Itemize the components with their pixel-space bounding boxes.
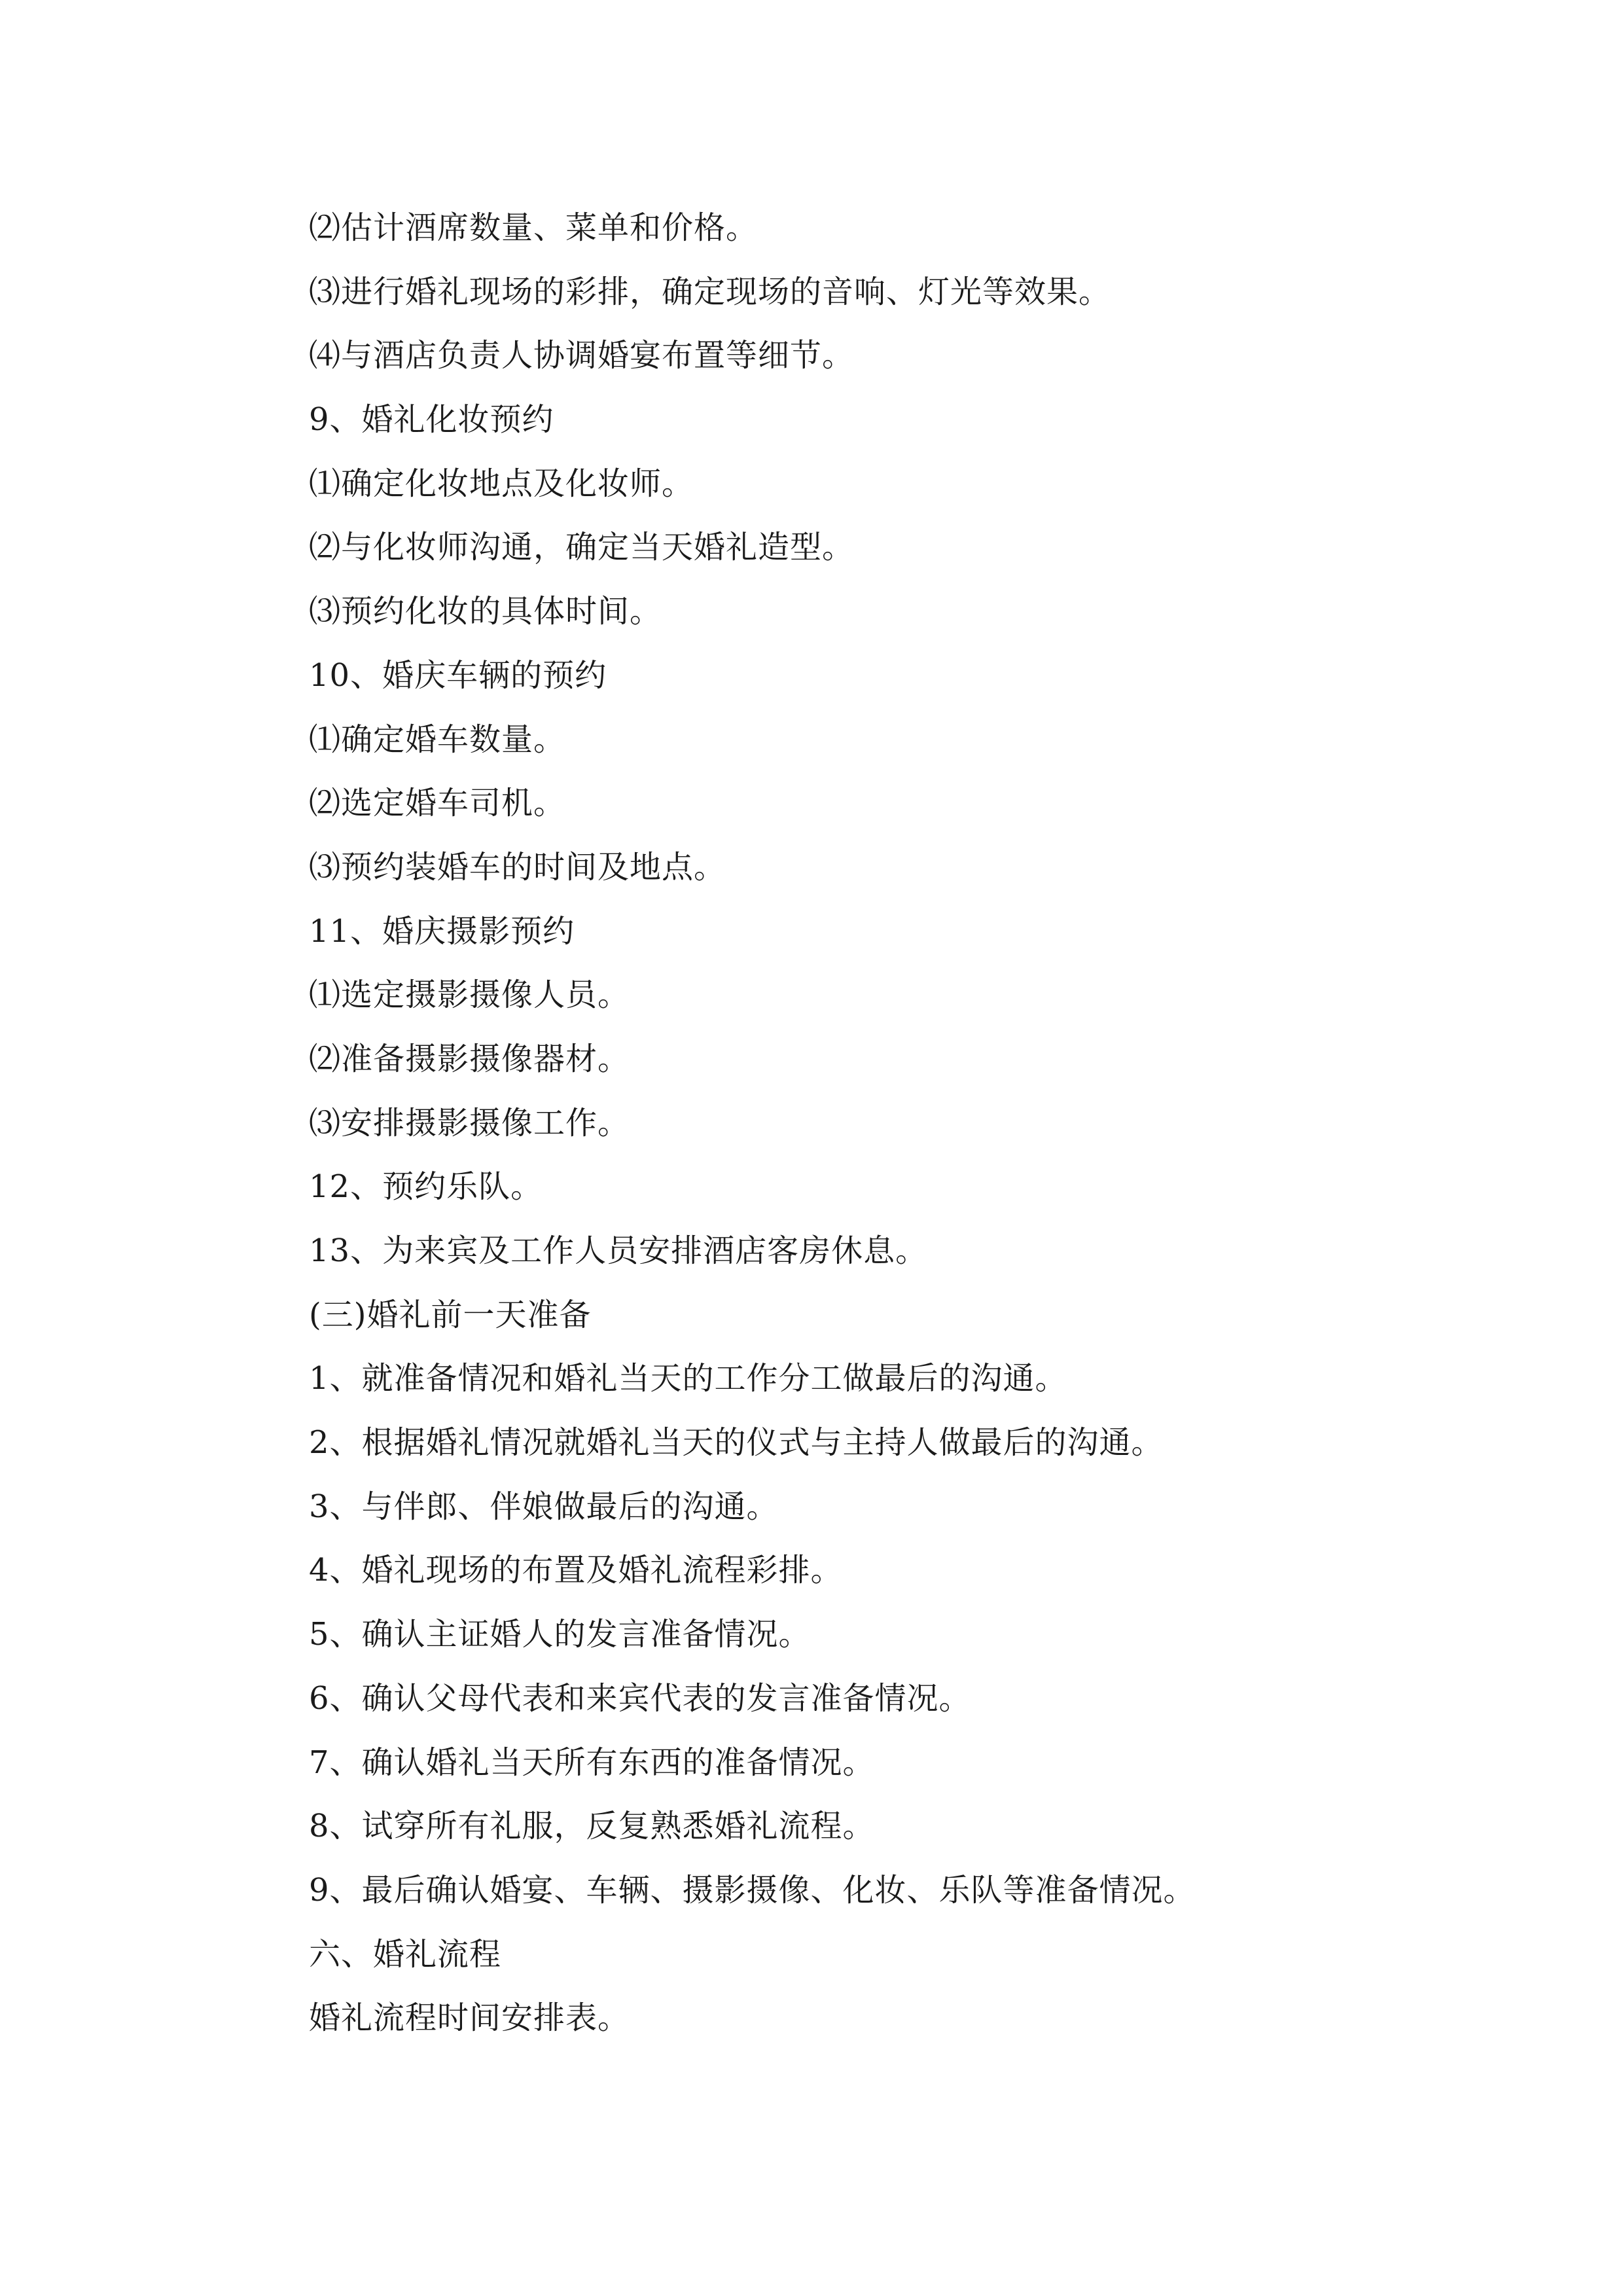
- text-line: ⑶安排摄影摄像工作。: [309, 1104, 630, 1141]
- text-line: ⑵与化妆师沟通，确定当天婚礼造型。: [309, 529, 855, 566]
- text-line: ⑶预约装婚车的时间及地点。: [309, 848, 726, 886]
- text-line: 1、就准备情况和婚礼当天的工作分工做最后的沟通。: [309, 1360, 1067, 1397]
- text-line: ⑵估计酒席数量、菜单和价格。: [309, 209, 758, 246]
- section-heading: 11、婚庆摄影预约: [309, 912, 575, 950]
- section-heading: 13、为来宾及工作人员安排酒店客房休息。: [309, 1232, 928, 1269]
- text-line: 婚礼流程时间安排表。: [309, 2000, 630, 2037]
- text-line: ⑴选定摄影摄像人员。: [309, 977, 630, 1014]
- section-heading: 六、婚礼流程: [309, 1935, 502, 1973]
- text-line: 8、试穿所有礼服，反复熟悉婚礼流程。: [309, 1808, 875, 1845]
- text-line: ⑵选定婚车司机。: [309, 785, 566, 822]
- text-line: 5、确认主证婚人的发言准备情况。: [309, 1616, 811, 1653]
- text-line: ⑵准备摄影摄像器材。: [309, 1040, 630, 1077]
- text-line: ⑷与酒店负责人协调婚宴布置等细节。: [309, 337, 855, 374]
- section-heading: 12、预约乐队。: [309, 1168, 543, 1206]
- text-line: 6、确认父母代表和来宾代表的发言准备情况。: [309, 1679, 971, 1717]
- text-line: 2、根据婚礼情况就婚礼当天的仪式与主持人做最后的沟通。: [309, 1424, 1164, 1462]
- section-heading: (三)婚礼前一天准备: [309, 1296, 592, 1333]
- text-line: ⑶预约化妆的具体时间。: [309, 593, 662, 630]
- text-line: 9、最后确认婚宴、车辆、摄影摄像、化妆、乐队等准备情况。: [309, 1871, 1196, 1909]
- text-line: ⑶进行婚礼现场的彩排，确定现场的音响、灯光等效果。: [309, 273, 1111, 310]
- text-line: ⑴确定化妆地点及化妆师。: [309, 465, 694, 502]
- document-body: [309, 196, 1526, 2051]
- text-line: ⑴确定婚车数量。: [309, 721, 566, 758]
- text-line: 4、婚礼现场的布置及婚礼流程彩排。: [309, 1552, 843, 1589]
- text-line: 3、与伴郎、伴娘做最后的沟通。: [309, 1488, 779, 1525]
- section-heading: 10、婚庆车辆的预约: [309, 656, 607, 694]
- text-line: 7、确认婚礼当天所有东西的准备情况。: [309, 1744, 875, 1781]
- section-heading: 9、婚礼化妆预约: [309, 401, 554, 439]
